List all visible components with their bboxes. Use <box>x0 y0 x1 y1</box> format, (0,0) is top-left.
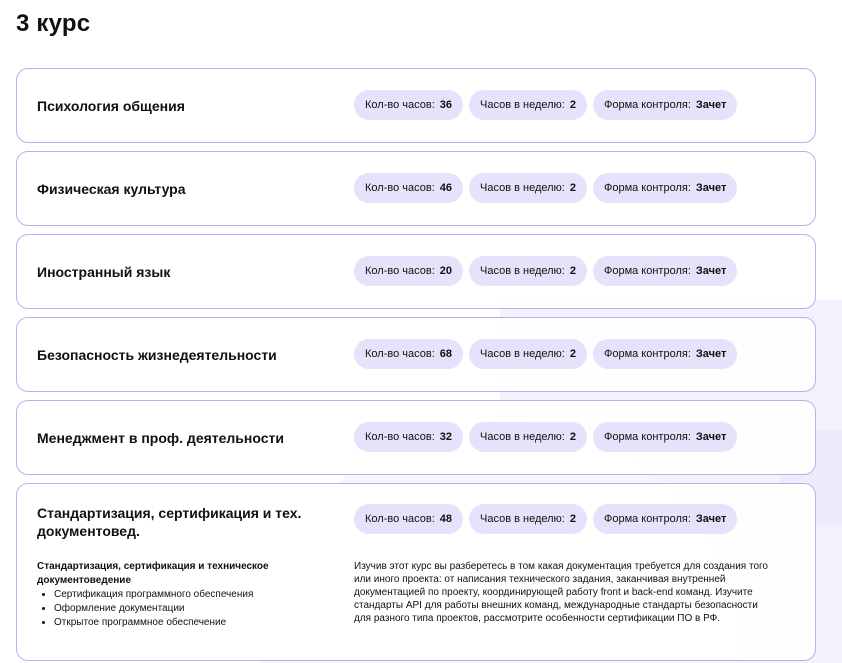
topic-list <box>37 588 337 630</box>
course-name: Физическая культура <box>37 180 186 197</box>
hours-value: 32 <box>439 431 452 443</box>
course-list <box>16 68 816 661</box>
control-label: Форма контроля: <box>603 265 691 277</box>
per-week-chip <box>469 504 587 534</box>
control-label: Форма контроля: <box>603 513 691 525</box>
control-label: Форма контроля: <box>603 348 691 360</box>
per-week-chip <box>469 256 587 286</box>
course-name: Психология общения <box>37 97 185 114</box>
topic-item: • Оформление документации <box>54 602 337 616</box>
control-value: Зачет <box>695 265 727 277</box>
control-value: Зачет <box>695 431 727 443</box>
per-week-value: 2 <box>569 513 576 525</box>
course-name: Иностранный язык <box>37 263 171 280</box>
per-week-label: Часов в неделю: <box>480 348 565 360</box>
hours-label: Кол-во часов: <box>365 431 435 443</box>
page-title: 3 курс <box>16 10 91 37</box>
control-value: Зачет <box>695 348 727 360</box>
hours-value: 68 <box>439 348 452 360</box>
course-chips <box>354 339 737 369</box>
topic-item: • Открытое программное обеспечение <box>54 616 337 630</box>
course-chips <box>354 173 737 203</box>
per-week-label: Часов в неделю: <box>480 431 565 443</box>
per-week-chip <box>469 422 587 452</box>
control-label: Форма контроля: <box>603 182 691 194</box>
course-name: Стандартизация, сертификация и тех. документовед. <box>37 505 302 539</box>
details-heading: Стандартизация, сертификация и техническое документоведение <box>37 561 269 586</box>
hours-label: Кол-во часов: <box>365 513 435 525</box>
hours-chip <box>354 339 463 369</box>
course-chips <box>354 422 737 452</box>
control-value: Зачет <box>695 99 727 111</box>
course-card[interactable] <box>16 317 816 392</box>
per-week-label: Часов в неделю: <box>480 513 565 525</box>
hours-value: 36 <box>439 99 452 111</box>
course-card[interactable] <box>16 151 816 226</box>
hours-chip <box>354 504 463 534</box>
hours-chip <box>354 422 463 452</box>
topic-item: • Сертификация программного обеспечения <box>54 588 337 602</box>
course-card[interactable] <box>16 400 816 475</box>
control-chip <box>593 256 737 286</box>
hours-value: 20 <box>439 265 452 277</box>
per-week-label: Часов в неделю: <box>480 182 565 194</box>
course-card[interactable] <box>16 68 816 143</box>
per-week-value: 2 <box>569 431 576 443</box>
hours-label: Кол-во часов: <box>365 265 435 277</box>
control-chip <box>593 90 737 120</box>
per-week-chip <box>469 90 587 120</box>
control-label: Форма контроля: <box>603 99 691 111</box>
control-chip <box>593 422 737 452</box>
per-week-value: 2 <box>569 265 576 277</box>
per-week-chip <box>469 339 587 369</box>
per-week-label: Часов в неделю: <box>480 265 565 277</box>
course-name: Менеджмент в проф. деятельности <box>37 429 284 446</box>
hours-label: Кол-во часов: <box>365 182 435 194</box>
per-week-chip <box>469 173 587 203</box>
per-week-value: 2 <box>569 182 576 194</box>
course-chips <box>354 90 737 120</box>
control-chip <box>593 173 737 203</box>
hours-chip <box>354 173 463 203</box>
per-week-label: Часов в неделю: <box>480 99 565 111</box>
course-description: Изучив этот курс вы разберетесь в том какая документация требуется для создания того или иного проекта: от написания технического задания, заканчивая внутренней документацией по проекту, координирующей работу front и back-end команд. Изучите стандарты API для работы внешних команд, международные стандарты безопасности для разного типа проектов, рассмотрите особенности сертификации ПО в РФ. <box>354 561 768 624</box>
course-chips <box>354 504 737 534</box>
course-details-topics <box>37 560 337 630</box>
control-chip <box>593 504 737 534</box>
per-week-value: 2 <box>569 99 576 111</box>
control-value: Зачет <box>695 182 727 194</box>
per-week-value: 2 <box>569 348 576 360</box>
hours-value: 46 <box>439 182 452 194</box>
hours-label: Кол-во часов: <box>365 348 435 360</box>
hours-chip <box>354 256 463 286</box>
course-chips <box>354 256 737 286</box>
course-name: Безопасность жизнедеятельности <box>37 346 277 363</box>
hours-value: 48 <box>439 513 452 525</box>
hours-chip <box>354 90 463 120</box>
course-card[interactable] <box>16 234 816 309</box>
course-card-expanded[interactable] <box>16 483 816 661</box>
control-value: Зачет <box>695 513 727 525</box>
hours-label: Кол-во часов: <box>365 99 435 111</box>
control-chip <box>593 339 737 369</box>
control-label: Форма контроля: <box>603 431 691 443</box>
